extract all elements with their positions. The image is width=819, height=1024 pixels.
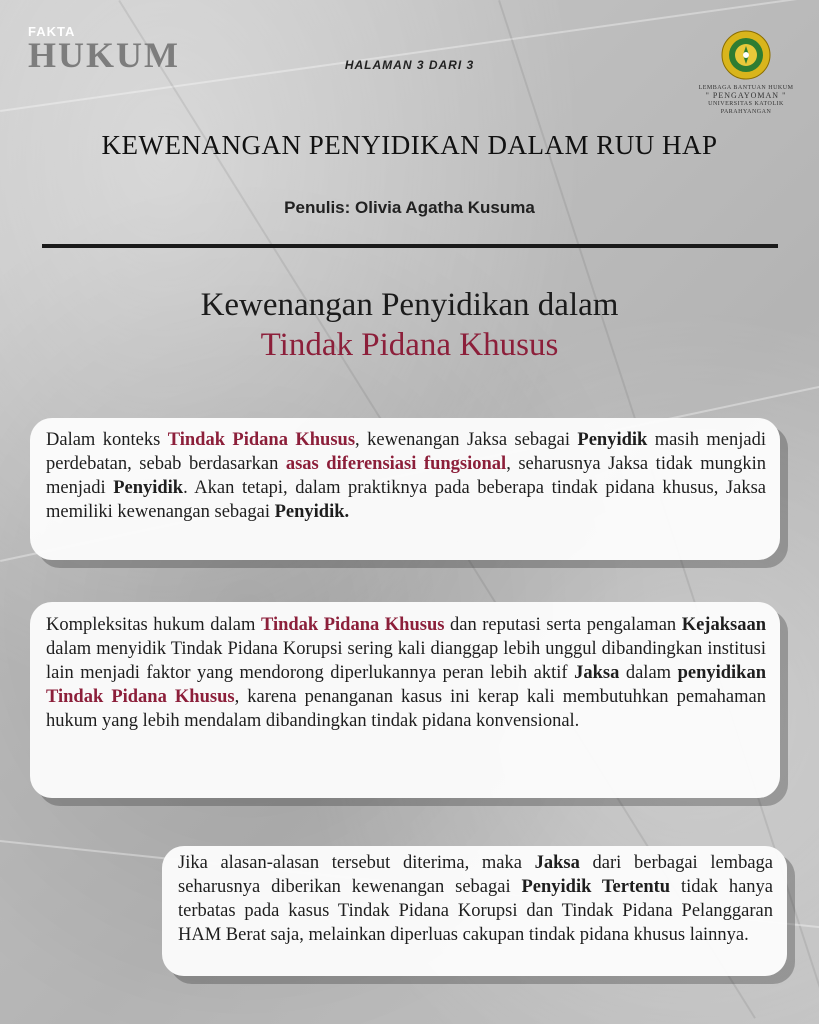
text: dalam xyxy=(619,663,678,683)
highlight-text: Tindak Pidana Khusus xyxy=(46,687,235,707)
section-title-line-2: Tindak Pidana Khusus xyxy=(260,327,559,363)
brand-big-text: HUKUM xyxy=(28,35,180,75)
text: . Akan tetapi, dalam praktiknya pada beberapa tindak pidana khusus, Jaksa memiliki kewenangan sebagai xyxy=(46,478,766,522)
bold-text: Jaksa xyxy=(574,663,620,683)
institution-logo xyxy=(696,30,796,116)
bold-text: Jaksa xyxy=(534,853,580,873)
text: , karena penanganan kasus ini kerap kali membutuhkan pemahaman hukum yang lebih mendalam dibandingkan tindak pidana konvensional. xyxy=(46,687,766,731)
highlight-text: asas diferensiasi fungsional xyxy=(285,454,507,474)
logo-line-2: " PENGAYOMAN " xyxy=(705,91,787,100)
bold-text: penyidikan xyxy=(677,663,766,683)
text: , seharusnya Jaksa tidak mungkin menjadi xyxy=(46,454,766,498)
paragraph-card-1 xyxy=(30,418,780,560)
page-title: KEWENANGAN PENYIDIKAN DALAM RUU HAP xyxy=(101,130,718,160)
section-title xyxy=(0,285,819,365)
bold-text: Penyidik xyxy=(577,430,648,450)
page-indicator: HALAMAN 3 DARI 3 xyxy=(344,58,475,72)
bold-text: Penyidik Tertentu xyxy=(521,877,671,897)
brand-small-text: FAKTA xyxy=(28,24,76,39)
highlight-text: Tindak Pidana Khusus xyxy=(167,430,356,450)
bold-text: Penyidik. xyxy=(274,502,350,522)
bold-text: Kejaksaan xyxy=(681,615,766,635)
paragraph-card-3 xyxy=(162,846,787,976)
text: dalam menyidik Tindak Pidana Korupsi sering kali dianggap lebih unggul dibandingkan institusi lain menjadi faktor yang mendorong diperlukannya peran lebih aktif xyxy=(46,639,766,683)
bold-text: Penyidik xyxy=(113,478,184,498)
highlight-text: Tindak Pidana Khusus xyxy=(260,615,445,635)
text: Jika alasan-alasan tersebut diterima, maka xyxy=(178,853,535,873)
seal-icon xyxy=(721,30,771,80)
text: tidak hanya terbatas pada kasus Tindak Pidana Korupsi dan Tindak Pidana Pelanggaran HAM Berat saja, melainkan diperluas cakupan tindak pidana khusus lainnya. xyxy=(178,877,773,945)
paragraph-card-2 xyxy=(30,602,780,798)
text: dari berbagai lembaga seharusnya diberikan kewenangan sebagai xyxy=(178,853,773,897)
logo-line-3: UNIVERSITAS KATOLIK PARAHYANGAN xyxy=(708,101,784,115)
logo-line-1: LEMBAGA BANTUAN HUKUM xyxy=(698,85,794,91)
author-line: Penulis: Olivia Agatha Kusuma xyxy=(284,198,535,217)
divider xyxy=(42,244,778,248)
text: , kewenangan Jaksa sebagai xyxy=(355,430,578,450)
text: dan reputasi serta pengalaman xyxy=(444,615,682,635)
text: Kompleksitas hukum dalam xyxy=(46,615,261,635)
text: masih menjadi perdebatan, sebab berdasarkan xyxy=(46,430,766,474)
text: Dalam konteks xyxy=(46,430,168,450)
section-title-line-1: Kewenangan Penyidikan dalam xyxy=(200,287,619,323)
